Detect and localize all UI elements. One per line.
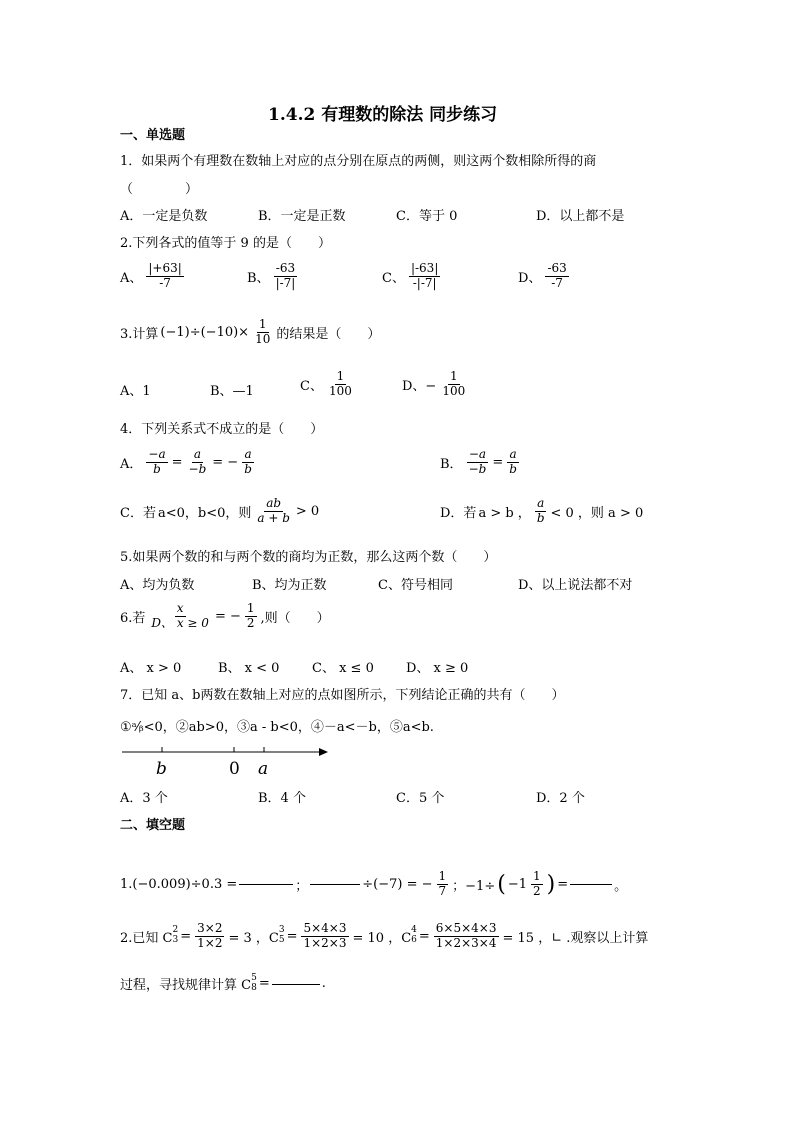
q7-option-b: B．4 个 bbox=[258, 791, 306, 806]
fill1-expr1: 1.(−0.009)÷0.3 = bbox=[120, 876, 238, 892]
fill2-f3-den: 1×2×3×4 bbox=[435, 935, 497, 950]
q5-option-a: A、均为负数 bbox=[120, 578, 195, 593]
q6-post: ,则（ ） bbox=[260, 610, 330, 626]
q2-option-d bbox=[518, 262, 571, 291]
q3-fraction bbox=[253, 318, 272, 347]
q2-d-num: -63 bbox=[547, 261, 567, 275]
q2-b-fraction bbox=[274, 262, 298, 291]
q3-c-den: 100 bbox=[328, 383, 352, 398]
q3-d-num: 1 bbox=[449, 369, 458, 383]
q4-c-condition: a<0，b<0，则 bbox=[157, 505, 252, 521]
number-line-diagram bbox=[118, 742, 338, 782]
fill1-f1-num: 1 bbox=[438, 869, 447, 883]
q4-b-frac1 bbox=[467, 448, 489, 477]
q4-b-frac2 bbox=[507, 448, 519, 477]
fill2-eq2: = bbox=[286, 928, 298, 944]
q4-d-post: < 0 ，则 a > 0 bbox=[550, 505, 644, 521]
fill2-c3-sup: 4 bbox=[411, 925, 417, 936]
fill2-f3-num: 6×5×4×3 bbox=[435, 921, 497, 935]
q3-frac-num: 1 bbox=[258, 317, 267, 331]
fill1-fraction2 bbox=[531, 870, 543, 899]
q4-a-frac2 bbox=[187, 448, 209, 477]
fill2-c3-sub: 6 bbox=[411, 935, 417, 946]
q4-option-c bbox=[120, 497, 319, 526]
q3-d-fraction bbox=[440, 370, 467, 399]
q3-c-num: 1 bbox=[336, 369, 345, 383]
fill2-c1-sub: 3 bbox=[172, 935, 179, 946]
fill2-res2: = 10 ，C bbox=[352, 930, 412, 946]
q3-d-label: D、− bbox=[402, 378, 437, 394]
fill2-f2-num: 5×4×3 bbox=[303, 921, 347, 935]
q7-option-c: C．5 个 bbox=[396, 791, 445, 806]
fill1-rparen: ) bbox=[546, 871, 556, 897]
q3-c-label: C、 bbox=[300, 378, 323, 394]
q6-option-a: A、 x > 0 bbox=[120, 661, 182, 676]
fill1-f2-num: 1 bbox=[532, 869, 541, 883]
fill1-mixed-int: −1 bbox=[507, 876, 527, 892]
q2-d-den: -7 bbox=[551, 275, 563, 290]
fill2-blank[interactable] bbox=[272, 983, 320, 985]
fill1-line bbox=[120, 870, 627, 899]
q3-post: 的结果是（ ） bbox=[276, 326, 381, 342]
q4-a1-num: −a bbox=[148, 447, 166, 461]
q6-fraction2 bbox=[245, 602, 257, 631]
q3-option-c bbox=[300, 370, 356, 399]
q4-b2-num: a bbox=[509, 447, 517, 461]
q5-option-d: D、以上说法都不对 bbox=[518, 578, 633, 593]
q4-option-b bbox=[440, 448, 521, 477]
q4-d-condition: a > b ， bbox=[478, 505, 531, 521]
q4-a1-den: b bbox=[153, 461, 161, 476]
section-heading-fill-in: 二、填空题 bbox=[120, 818, 186, 833]
q4-a3-num: a bbox=[244, 447, 252, 461]
fill2-f1-num: 3×2 bbox=[197, 921, 223, 935]
q4-a2-num: a bbox=[193, 447, 201, 461]
q4-option-d bbox=[440, 497, 643, 526]
number-line-arrow bbox=[319, 748, 328, 756]
section-heading-single-choice: 一、单选题 bbox=[120, 128, 186, 143]
q4-c-den: a + b bbox=[257, 510, 290, 525]
label-b: b bbox=[156, 759, 167, 779]
fill2-frac1 bbox=[195, 922, 224, 951]
q6-stem bbox=[120, 602, 330, 631]
q2-d-fraction bbox=[545, 262, 568, 291]
q4-d-num: a bbox=[537, 496, 545, 510]
q6-fraction bbox=[149, 602, 211, 631]
q6-num: x bbox=[176, 601, 184, 615]
q7-stem: 7．已知 a、b两数在数轴上对应的点如图所示，下列结论正确的共有（ ） bbox=[120, 688, 565, 703]
q3-d-den: 100 bbox=[442, 383, 466, 398]
q4-a-eq2: = − bbox=[212, 454, 239, 470]
fill2-frac2 bbox=[301, 922, 348, 951]
fill1-eq: = bbox=[557, 876, 569, 892]
q2-a-num: |+63| bbox=[148, 261, 182, 275]
label-0: 0 bbox=[229, 759, 240, 779]
fill2-c2-sub: 5 bbox=[278, 935, 285, 946]
fill2-line2-text: 过程，寻找规律计算 C bbox=[120, 978, 252, 994]
fill2-c1-index bbox=[172, 926, 178, 946]
q2-c-num: |-63| bbox=[410, 261, 439, 275]
label-a: a bbox=[258, 759, 269, 779]
q6-option-c: C、 x ≤ 0 bbox=[312, 661, 374, 676]
q7-option-a: A．3 个 bbox=[120, 791, 168, 806]
q2-option-b bbox=[247, 262, 299, 291]
fill1-blank1[interactable] bbox=[239, 883, 293, 885]
q4-c-num: ab bbox=[266, 496, 282, 510]
fill2-res3: = 15 ，∟ .观察以上计算 bbox=[502, 930, 649, 946]
q3-c-fraction bbox=[327, 370, 354, 399]
q5-option-b: B、均为正数 bbox=[252, 578, 327, 593]
q2-b-num: -63 bbox=[275, 261, 296, 275]
fill2-end: . bbox=[321, 976, 326, 992]
fill2-eq3: = bbox=[418, 928, 430, 944]
q3-stem bbox=[120, 318, 380, 347]
q4-a-frac1 bbox=[146, 448, 167, 477]
q3-option-a: A、1 bbox=[120, 384, 151, 399]
q2-a-den: -7 bbox=[159, 275, 171, 290]
q4-b2-den: b bbox=[509, 461, 517, 476]
q1-option-a: A．一定是负数 bbox=[120, 209, 208, 224]
q4-d-den: b bbox=[536, 510, 545, 525]
q2-a-fraction bbox=[146, 262, 183, 291]
q3-option-d bbox=[402, 370, 469, 399]
fill1-blank2[interactable] bbox=[310, 883, 360, 885]
q2-b-label: B、 bbox=[247, 270, 270, 286]
q2-b-den: |-7| bbox=[275, 275, 296, 290]
q1-option-b: B．一定是正数 bbox=[258, 209, 346, 224]
q7-option-d: D．2 个 bbox=[536, 791, 585, 806]
q3-pre: 3.计算 bbox=[120, 326, 159, 342]
q2-c-label: C、 bbox=[382, 270, 405, 286]
q1-option-c: C．等于 0 bbox=[396, 209, 458, 224]
q4-b1-num: −a bbox=[468, 447, 487, 461]
fill2-f2-den: 1×2×3 bbox=[303, 935, 347, 950]
q4-c-label: C．若 bbox=[120, 505, 156, 521]
fill1-end: 。 bbox=[614, 878, 628, 894]
fill2-c2-sup: 3 bbox=[278, 925, 285, 936]
q2-c-den: -|-7| bbox=[412, 275, 437, 290]
fill1-lparen: ( bbox=[497, 871, 506, 897]
q4-b1-den: −b bbox=[468, 461, 487, 476]
fill1-f1-den: 7 bbox=[438, 883, 447, 898]
q6-mid: = − bbox=[214, 608, 241, 624]
q2-option-c bbox=[382, 262, 442, 291]
fill1-sep1: ； bbox=[295, 878, 309, 894]
fill1-expr3: ；−1÷ bbox=[452, 878, 496, 894]
fill2-eq1: = bbox=[180, 928, 192, 944]
q3-expression: (−1)÷(−10)× bbox=[160, 324, 250, 340]
q1-option-d: D．以上都不是 bbox=[536, 209, 625, 224]
fill2-pre: 2.已知 C bbox=[120, 930, 173, 946]
q5-stem: 5.如果两个数的和与两个数的商均为正数，那么这两个数（ ） bbox=[120, 550, 497, 565]
fill2-c4-sub: 8 bbox=[251, 982, 257, 993]
q6-option-d: D、 x ≥ 0 bbox=[406, 661, 469, 676]
q2-a-label: A、 bbox=[120, 270, 143, 286]
fill1-f2-den: 2 bbox=[532, 883, 541, 898]
fill2-eq4: = bbox=[258, 976, 270, 992]
q4-c-fraction bbox=[255, 497, 292, 526]
q4-stem: 4．下列关系式不成立的是（ ） bbox=[120, 422, 324, 437]
fill2-f1-den: 1×2 bbox=[197, 935, 223, 950]
q6-den2: 2 bbox=[246, 615, 255, 630]
q4-c-post: > 0 bbox=[295, 503, 320, 519]
fill2-c4-sup: 5 bbox=[251, 973, 257, 983]
q4-a3-den: b bbox=[244, 461, 252, 476]
fill2-frac3 bbox=[434, 922, 499, 951]
q4-option-a bbox=[120, 448, 256, 477]
q6-num2: 1 bbox=[246, 601, 255, 615]
q2-d-label: D、 bbox=[518, 270, 542, 286]
q3-option-b: B、—1 bbox=[210, 384, 254, 399]
q6-option-b: B、 x < 0 bbox=[218, 661, 280, 676]
fill2-c4-index bbox=[251, 974, 257, 994]
fill1-fraction1 bbox=[437, 870, 449, 899]
fill1-blank3[interactable] bbox=[570, 883, 612, 885]
q2-c-fraction bbox=[409, 262, 440, 291]
fill2-c2-index bbox=[279, 926, 285, 946]
fill1-expr2: ÷(−7) = − bbox=[362, 876, 433, 892]
q4-a-frac3 bbox=[242, 448, 254, 477]
q4-a-eq1: = bbox=[171, 454, 183, 470]
q4-b-label: B． bbox=[440, 456, 463, 472]
q4-d-label: D．若 bbox=[440, 505, 477, 521]
q6-den: D、 x ≥ 0 bbox=[151, 615, 209, 630]
q1-stem: 1．如果两个有理数在数轴上对应的点分别在原点的两侧，则这两个数相除所得的商 bbox=[120, 154, 597, 169]
fill2-line1 bbox=[120, 922, 648, 951]
q7-conditions: ①ᵃ⁄ᵦ<0，②ab>0，③a - b<0，④－a<－b，⑤a<b. bbox=[120, 720, 434, 735]
page-title: 1.4.2 有理数的除法 同步练习 bbox=[268, 105, 498, 125]
q2-stem: 2.下列各式的值等于 9 的是（ ） bbox=[120, 236, 331, 251]
q1-paren: （ ） bbox=[120, 182, 199, 197]
q4-a-label: A． bbox=[120, 456, 143, 472]
q6-pre: 6.若 bbox=[120, 610, 146, 626]
q3-frac-den: 10 bbox=[255, 331, 271, 346]
q4-d-fraction bbox=[535, 497, 547, 526]
fill2-line2 bbox=[120, 974, 326, 994]
q2-option-a bbox=[120, 262, 186, 291]
q4-a2-den: −b bbox=[188, 461, 207, 476]
q5-option-c: C、符号相同 bbox=[378, 578, 453, 593]
fill2-res1: = 3 ，C bbox=[228, 930, 279, 946]
q4-b-eq: = bbox=[492, 454, 504, 470]
fill2-c3-index bbox=[411, 926, 417, 946]
fill2-c1-sup: 2 bbox=[172, 925, 179, 936]
